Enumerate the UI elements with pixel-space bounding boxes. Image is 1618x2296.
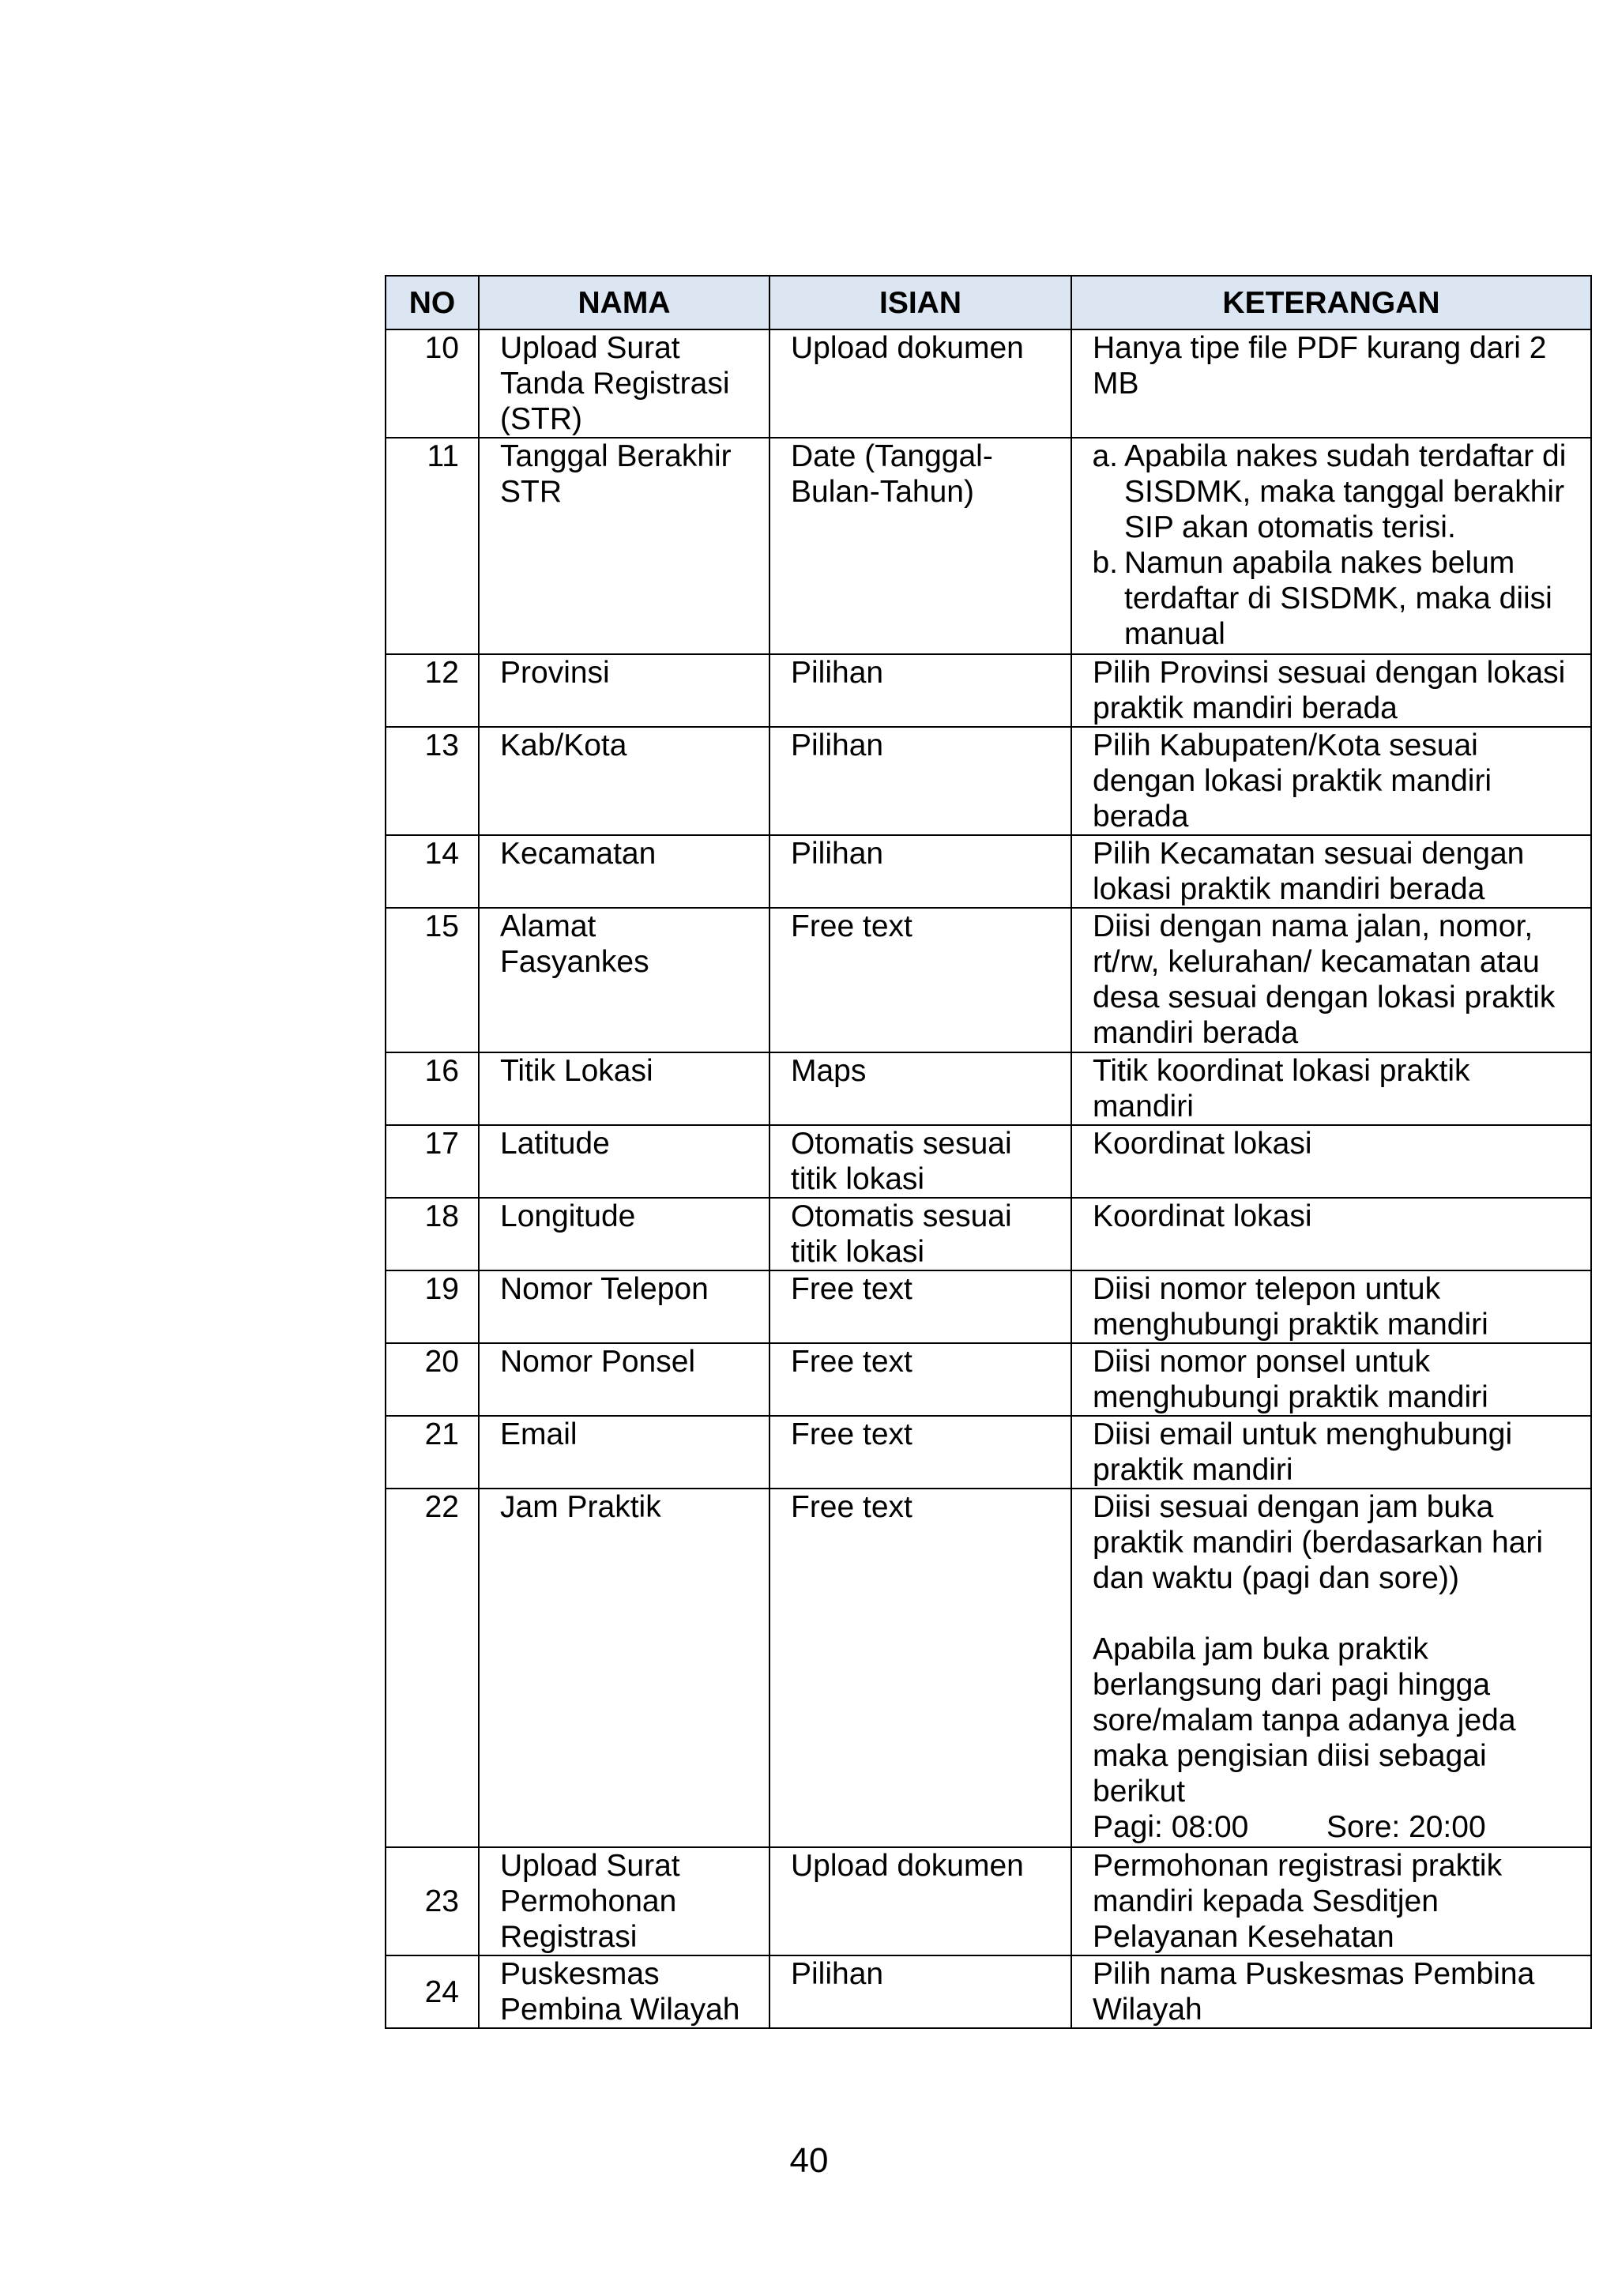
table-row xyxy=(386,1270,1591,1343)
row-keterangan: Koordinat lokasi xyxy=(1071,1125,1591,1198)
row-keterangan: Diisi dengan nama jalan, nomor, rt/rw, kelurahan/ kecamatan atau desa sesuai dengan lokasi praktik mandiri berada xyxy=(1071,908,1591,1052)
row-keterangan: Permohonan registrasi praktik mandiri kepada Sesditjen Pelayanan Kesehatan xyxy=(1071,1847,1591,1955)
header-no: NO xyxy=(386,276,479,329)
table-row xyxy=(386,1955,1591,2028)
row-isian: Free text xyxy=(769,1343,1071,1416)
table-row xyxy=(386,835,1591,908)
row-no: 17 xyxy=(386,1125,479,1198)
row-keterangan: Pilih Kabupaten/Kota sesuai dengan lokasi praktik mandiri berada xyxy=(1071,727,1591,835)
row-nama: Tanggal Berakhir STR xyxy=(479,438,769,654)
list-text: Apabila nakes sudah terdaftar di SISDMK, maka tanggal berakhir SIP akan otomatis terisi. xyxy=(1124,439,1567,544)
form-field-table xyxy=(385,275,1592,2029)
table-row xyxy=(386,908,1591,1052)
row-keterangan xyxy=(1071,438,1591,654)
header-nama: NAMA xyxy=(479,276,769,329)
pagi-time: Pagi: 08:00 xyxy=(1093,1810,1249,1844)
table-row xyxy=(386,1416,1591,1489)
row-nama: Puskesmas Pembina Wilayah xyxy=(479,1955,769,2028)
row-nama: Email xyxy=(479,1416,769,1489)
row-no: 13 xyxy=(386,727,479,835)
row-no: 14 xyxy=(386,835,479,908)
table-row xyxy=(386,329,1591,438)
table-row xyxy=(386,1052,1591,1125)
row-keterangan: Diisi nomor telepon untuk menghubungi praktik mandiri xyxy=(1071,1270,1591,1343)
row-nama: Longitude xyxy=(479,1198,769,1270)
row-no: 22 xyxy=(386,1489,479,1847)
table-row xyxy=(386,438,1591,654)
page-number: 40 xyxy=(789,2141,829,2180)
list-item xyxy=(1093,438,1582,545)
table-row xyxy=(386,1847,1591,1955)
row-no: 12 xyxy=(386,654,479,727)
row-no: 19 xyxy=(386,1270,479,1343)
list-text: Namun apabila nakes belum terdaftar di SISDMK, maka diisi manual xyxy=(1124,546,1552,651)
row-no: 15 xyxy=(386,908,479,1052)
row-keterangan: Pilih Provinsi sesuai dengan lokasi praktik mandiri berada xyxy=(1071,654,1591,727)
row-keterangan: Diisi nomor ponsel untuk menghubungi praktik mandiri xyxy=(1071,1343,1591,1416)
row-isian: Pilihan xyxy=(769,1955,1071,2028)
keterangan-list xyxy=(1093,438,1582,652)
header-keterangan: KETERANGAN xyxy=(1071,276,1591,329)
table-row xyxy=(386,1489,1591,1847)
row-no: 18 xyxy=(386,1198,479,1270)
row-keterangan: Pilih Kecamatan sesuai dengan lokasi praktik mandiri berada xyxy=(1071,835,1591,908)
row-keterangan xyxy=(1071,1489,1591,1847)
table-row xyxy=(386,1343,1591,1416)
row-isian: Pilihan xyxy=(769,654,1071,727)
row-isian: Pilihan xyxy=(769,727,1071,835)
row-isian: Otomatis sesuai titik lokasi xyxy=(769,1198,1071,1270)
header-isian: ISIAN xyxy=(769,276,1071,329)
row-isian: Upload dokumen xyxy=(769,329,1071,438)
list-marker: b. xyxy=(1092,546,1118,580)
row-no: 21 xyxy=(386,1416,479,1489)
row-nama: Titik Lokasi xyxy=(479,1052,769,1125)
row-keterangan: Hanya tipe file PDF kurang dari 2 MB xyxy=(1071,329,1591,438)
row-isian: Free text xyxy=(769,1489,1071,1847)
row-nama: Jam Praktik xyxy=(479,1489,769,1847)
row-no: 10 xyxy=(386,329,479,438)
row-nama: Provinsi xyxy=(479,654,769,727)
row-isian: Free text xyxy=(769,1270,1071,1343)
row-nama: Nomor Telepon xyxy=(479,1270,769,1343)
row-keterangan: Koordinat lokasi xyxy=(1071,1198,1591,1270)
table-row xyxy=(386,1125,1591,1198)
row-nama: Kecamatan xyxy=(479,835,769,908)
row-no: 24 xyxy=(386,1955,479,2028)
row-no: 23 xyxy=(386,1847,479,1955)
row-isian: Upload dokumen xyxy=(769,1847,1071,1955)
table-header-row xyxy=(386,276,1591,329)
row-nama: Upload Surat Permohonan Registrasi xyxy=(479,1847,769,1955)
row-isian: Maps xyxy=(769,1052,1071,1125)
row-no: 16 xyxy=(386,1052,479,1125)
list-marker: a. xyxy=(1092,439,1118,473)
table-row xyxy=(386,727,1591,835)
row-isian: Otomatis sesuai titik lokasi xyxy=(769,1125,1071,1198)
row-isian: Free text xyxy=(769,1416,1071,1489)
sore-time: Sore: 20:00 xyxy=(1326,1810,1486,1844)
row-keterangan: Diisi email untuk menghubungi praktik mandiri xyxy=(1071,1416,1591,1489)
row-isian: Date (Tanggal- Bulan-Tahun) xyxy=(769,438,1071,654)
row-nama: Nomor Ponsel xyxy=(479,1343,769,1416)
jam-praktik-example xyxy=(1093,1809,1582,1845)
row-nama: Latitude xyxy=(479,1125,769,1198)
row-no: 11 xyxy=(386,438,479,654)
table-row xyxy=(386,1198,1591,1270)
list-item xyxy=(1093,545,1582,652)
row-no: 20 xyxy=(386,1343,479,1416)
jam-praktik-description: Diisi sesuai dengan jam buka praktik mandiri (berdasarkan hari dan waktu (pagi dan sore)) Apabila jam buka praktik berlangsung dari pagi hingga sore/malam tanpa adanya jeda maka pengisian diisi sebagai berikut xyxy=(1093,1490,1544,1809)
table-row xyxy=(386,654,1591,727)
row-keterangan: Pilih nama Puskesmas Pembina Wilayah xyxy=(1071,1955,1591,2028)
row-isian: Pilihan xyxy=(769,835,1071,908)
row-nama: Alamat Fasyankes xyxy=(479,908,769,1052)
row-isian: Free text xyxy=(769,908,1071,1052)
row-keterangan: Titik koordinat lokasi praktik mandiri xyxy=(1071,1052,1591,1125)
row-nama: Upload Surat Tanda Registrasi (STR) xyxy=(479,329,769,438)
row-nama: Kab/Kota xyxy=(479,727,769,835)
